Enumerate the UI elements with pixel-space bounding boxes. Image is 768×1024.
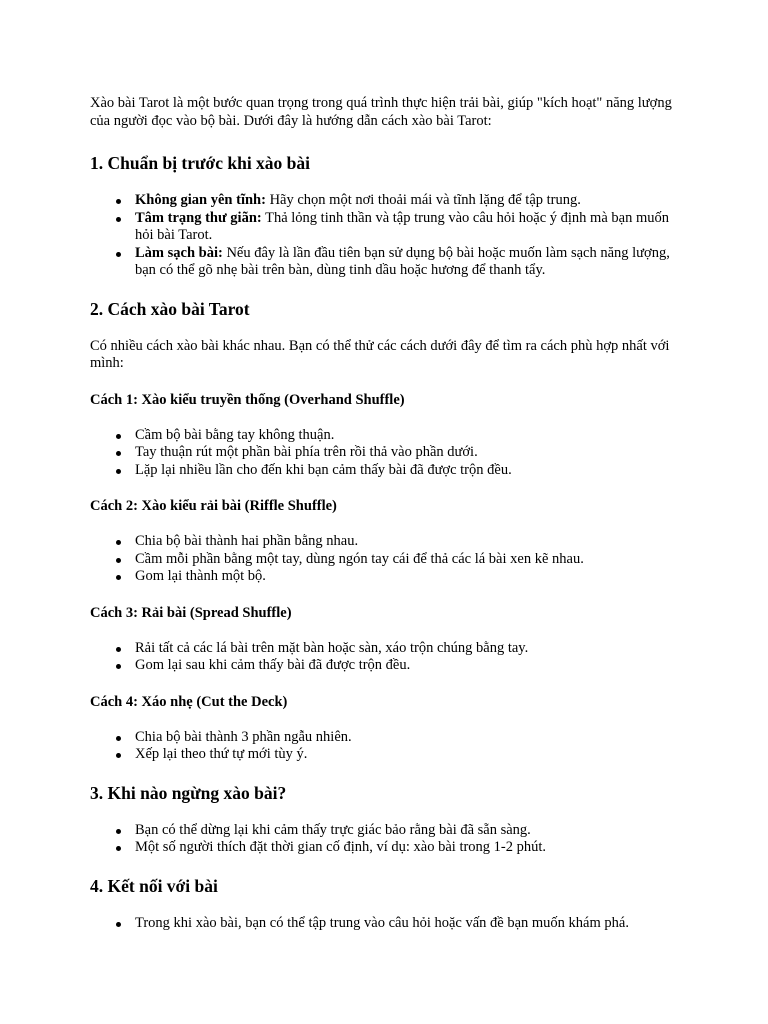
list-item-label: Tâm trạng thư giãn: (135, 209, 262, 226)
method-2-heading: Cách 2: Xào kiểu rải bài (Riffle Shuffle) (90, 498, 337, 514)
section-3-heading: 3. Khi nào ngừng xào bài? (90, 782, 287, 803)
list-item-label: Làm sạch bài: (135, 244, 223, 261)
list-item: Gom lại thành một bộ. (135, 568, 678, 586)
list-item: Tay thuận rút một phần bài phía trên rồi thả vào phần dưới. (135, 444, 678, 462)
list-item: Trong khi xào bài, bạn có thể tập trung vào câu hỏi hoặc vấn đề bạn muốn khám phá. (135, 915, 678, 933)
intro-paragraph: Xào bài Tarot là một bước quan trọng trong quá trình thực hiện trải bài, giúp "kích hoạt" năng lượng của người đọc vào bộ bài. Dưới đây là hướng dẫn cách xào bài Tarot: (90, 95, 672, 129)
method-1-list (90, 427, 678, 480)
list-item-label: Không gian yên tĩnh: (135, 192, 266, 208)
list-item-text: Hãy chọn một nơi thoải mái và tĩnh lặng để tập trung. (265, 192, 581, 208)
section-2-heading: 2. Cách xào bài Tarot (90, 298, 250, 319)
method-4-heading: Cách 4: Xáo nhẹ (Cut the Deck) (90, 693, 288, 710)
list-item (135, 192, 678, 210)
list-item: Gom lại sau khi cảm thấy bài đã được trộn đều. (135, 657, 678, 675)
list-item-text: Nếu đây là lần đầu tiên bạn sử dụng bộ bài hoặc muốn làm sạch năng lượng, bạn có thể gõ nhẹ bài trên bàn, dùng tinh dầu hoặc hương để thanh tẩy. (135, 244, 670, 278)
section-1-heading: 1. Chuẩn bị trước khi xào bài (90, 153, 311, 173)
list-item: Một số người thích đặt thời gian cố định, ví dụ: xào bài trong 1-2 phút. (135, 839, 678, 857)
section-4-heading: 4. Kết nối với bài (90, 875, 218, 896)
method-3-list (90, 640, 678, 675)
method-3-heading: Cách 3: Rải bài (Spread Shuffle) (90, 604, 292, 621)
section-3-list (90, 822, 678, 857)
method-4-list (90, 729, 678, 764)
list-item: Cầm mỗi phần bằng một tay, dùng ngón tay cái để thả các lá bài xen kẽ nhau. (135, 551, 678, 569)
section-1-list (90, 192, 678, 280)
section-2-intro: Có nhiều cách xào bài khác nhau. Bạn có thể thử các cách dưới đây để tìm ra cách phù hợp nhất với mình: (90, 337, 670, 371)
list-item: Lặp lại nhiều lần cho đến khi bạn cảm thấy bài đã được trộn đều. (135, 462, 678, 480)
list-item: Rải tất cả các lá bài trên mặt bàn hoặc sàn, xáo trộn chúng bằng tay. (135, 640, 678, 658)
list-item (135, 245, 678, 280)
list-item (135, 210, 678, 245)
list-item: Cầm bộ bài bằng tay không thuận. (135, 427, 678, 445)
section-4-list (90, 915, 678, 933)
list-item: Bạn có thể dừng lại khi cảm thấy trực giác bảo rằng bài đã sẵn sàng. (135, 822, 678, 840)
method-2-list (90, 533, 678, 586)
list-item: Chia bộ bài thành hai phần bằng nhau. (135, 533, 678, 551)
method-1-heading: Cách 1: Xào kiểu truyền thống (Overhand Shuffle) (90, 391, 405, 408)
list-item-text: Thả lỏng tinh thần và tập trung vào câu hỏi hoặc ý định mà bạn muốn hỏi bài Tarot. (135, 209, 669, 243)
list-item: Xếp lại theo thứ tự mới tùy ý. (135, 746, 678, 764)
list-item: Chia bộ bài thành 3 phần ngẫu nhiên. (135, 729, 678, 747)
